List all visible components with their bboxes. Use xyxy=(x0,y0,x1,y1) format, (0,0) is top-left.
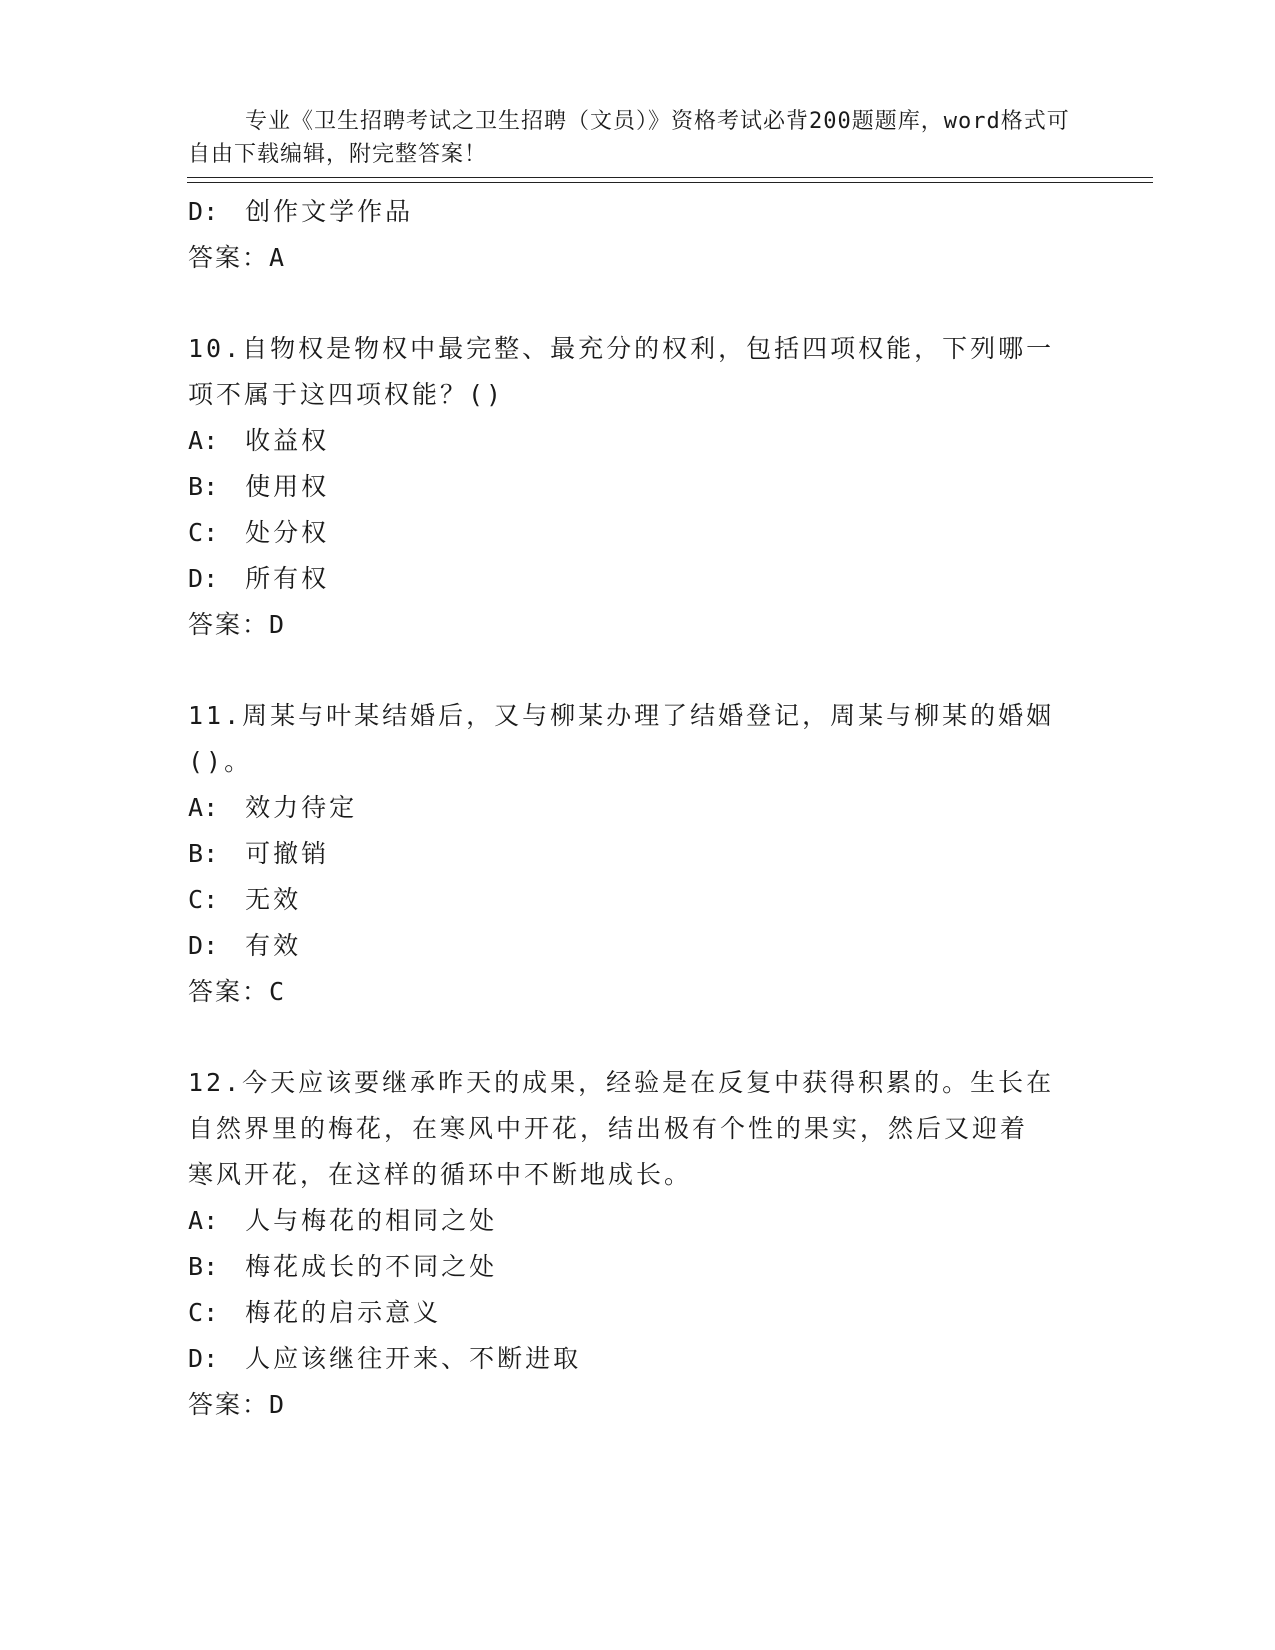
option-a: A: 人与梅花的相同之处 xyxy=(188,1206,498,1235)
option-text: 可撤销 xyxy=(245,839,330,868)
option-text: 使用权 xyxy=(245,472,330,501)
option-c: C: 无效 xyxy=(188,885,302,914)
option-text: 处分权 xyxy=(245,518,330,547)
option-text: 梅花成长的不同之处 xyxy=(245,1252,498,1281)
option-b: B: 梅花成长的不同之处 xyxy=(188,1252,498,1281)
header-divider xyxy=(187,177,1153,178)
answer-value: D xyxy=(269,1390,288,1419)
question-list xyxy=(188,189,1088,1428)
question-stem-line: ()。 xyxy=(188,747,253,776)
option-c: C: 梅花的启示意义 xyxy=(188,1298,442,1327)
answer-label: 答案： xyxy=(188,610,270,639)
header-title: 专业《卫生招聘考试之卫生招聘（文员）》资格考试必背200题题库，word格式可自由下载编辑，附完整答案！ xyxy=(188,109,1070,167)
option-a: A: 效力待定 xyxy=(188,793,358,822)
question-stem-line: 项不属于这四项权能？() xyxy=(188,380,505,409)
option-d: D: 所有权 xyxy=(188,564,330,593)
answer-line xyxy=(188,969,1088,1015)
question-stem-line: 11.周某与叶某结婚后，又与柳某办理了结婚登记，周某与柳某的婚姻 xyxy=(188,701,1055,730)
question-stem-line: 12.今天应该要继承昨天的成果，经验是在反复中获得积累的。生长在 xyxy=(188,1068,1055,1097)
answer-line xyxy=(188,1382,1088,1428)
option-c: C: 处分权 xyxy=(188,518,330,547)
option-text: 有效 xyxy=(245,931,302,960)
page-header xyxy=(188,72,1088,204)
option-d: D: 人应该继往开来、不断进取 xyxy=(188,1344,582,1373)
answer-value: C xyxy=(269,977,288,1006)
option-d: D: 有效 xyxy=(188,931,302,960)
question-stem-line: 自然界里的梅花，在寒风中开花，结出极有个性的果实，然后又迎着 xyxy=(188,1114,1029,1143)
question-stem-line: 寒风开花，在这样的循环中不断地成长。 xyxy=(188,1160,693,1189)
answer-label: 答案： xyxy=(188,977,270,1006)
option-b: B: 使用权 xyxy=(188,472,330,501)
question-11 xyxy=(188,693,1088,1015)
answer-line xyxy=(188,235,1088,281)
option-text: 收益权 xyxy=(245,426,330,455)
question-10 xyxy=(188,326,1088,648)
option-text: 创作文学作品 xyxy=(245,197,414,226)
answer-label: 答案： xyxy=(188,1390,270,1419)
question-12 xyxy=(188,1060,1088,1428)
previous-question-tail xyxy=(188,189,1088,281)
option-text: 无效 xyxy=(245,885,302,914)
answer-label: 答案： xyxy=(188,243,270,272)
header-divider-thin xyxy=(187,182,1153,183)
option-text: 人应该继往开来、不断进取 xyxy=(245,1344,582,1373)
answer-value: A xyxy=(269,243,288,272)
answer-value: D xyxy=(269,610,288,639)
option-b: B: 可撤销 xyxy=(188,839,330,868)
option-d: D: 创作文学作品 xyxy=(188,197,414,226)
option-text: 所有权 xyxy=(245,564,330,593)
answer-line xyxy=(188,602,1088,648)
option-text: 效力待定 xyxy=(245,793,358,822)
question-stem-line: 10.自物权是物权中最完整、最充分的权利，包括四项权能，下列哪一 xyxy=(188,334,1055,363)
option-text: 人与梅花的相同之处 xyxy=(245,1206,498,1235)
option-text: 梅花的启示意义 xyxy=(245,1298,442,1327)
option-a: A: 收益权 xyxy=(188,426,330,455)
